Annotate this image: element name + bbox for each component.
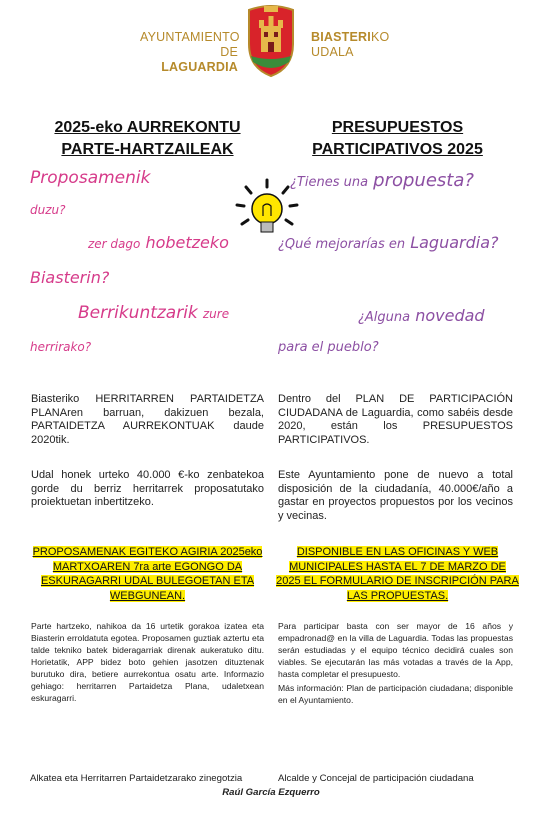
hand-es-3 [358,306,485,325]
hand-eu-5a: Berrikuntzarik [78,303,198,323]
header-right-bold: BIASTERI [311,30,371,44]
intro-spanish-p1: Dentro del PLAN DE PARTICIPACIÓN CIUDADANA de Laguardia, como sabéis desde 2020, están los PRESUPUESTOS PARTICIPATIVOS. [278,393,513,446]
intro-basque-p2: Udal honek urteko 40.000 €-ko zenbatekoa gorde du berriz herritarrek proposatutako proiektuetan inbertitzeko. [31,469,264,508]
hand-eu-3b: hobetzeko [145,233,229,252]
header-left-pre: DE [220,45,238,59]
details-basque: Parte hartzeko, nahikoa da 16 urtetik gorakoa izatea eta Biasterin erroldatuta egotea. Proposamen guztiak aztertu eta talde tekniko batek bideragarriak direnak aukeratuko ditu. Horietatik, APP bidez boto gehien jasotzen dituztenak burutuko dira, betiere aurrekontua osatu arte. Informazio gehiago: herritarren Partaidetza Plana, udaletxean eskuragarri. [31,621,264,703]
hand-eu-1: Proposamenik [30,168,151,188]
hand-es-3b: novedad [415,306,485,325]
footer-role-spanish: Alcalde y Concejal de participación ciudadana [278,773,474,784]
hand-es-2 [278,233,499,252]
footer-name: Raúl García Ezquerro [222,787,320,798]
hand-eu-4: Biasterin? [30,268,110,287]
details-spanish-p1: Para participar basta con ser mayor de 16 años y empadronad@ en la villa de Laguardia. Todas las propuestas serán estudiadas y el equipo técnico decidirá cuales son viables. Se ejecutarán las más votadas a través de la App, hasta completar el presupuesto. [278,621,513,679]
notice-spanish [275,545,520,603]
notice-basque-line4: WEBGUNEAN. [109,589,186,602]
hand-eu-6: herrirako? [30,340,92,354]
header-right-rest: KO [370,30,390,44]
hand-eu-2: duzu? [30,203,66,217]
notice-basque-line3: ESKURAGARRI UDAL BULEGOETAN ETA [40,575,255,587]
hand-es-4: para el pueblo? [278,340,379,355]
intro-spanish-p2: Este Ayuntamiento pone de nuevo a total disposición de la ciudadanía, 40.000€/año a gastar en proyectos propuestos por los vecinos y vecinas. [278,469,513,522]
notice-basque-line2: MARTXOAREN 7ra arte EGONGO DA [52,560,243,573]
hand-es-2b: Laguardia? [410,233,499,252]
notice-spanish-line3: 2025 EL FORMULARIO DE INSCRIPCIÓN PARA [276,575,519,587]
title-spanish-line1: PRESUPUESTOS [331,119,464,136]
intro-basque-p1: Biasteriko HERRITARREN PARTAIDETZA PLANAren barruan, dakizuen bezala, PARTAIDETZA AURREKONTUAK daude 2020tik. [31,393,264,446]
header-right-line2: UDALA [311,45,354,59]
hand-es-3a: ¿Alguna [358,310,411,325]
details-spanish-p2: Más información: Plan de participación ciudadana; disponible en el Ayuntamiento. [278,683,513,705]
title-basque-line2: PARTE-HARTZAILEAK [61,141,234,158]
header-logo-text-left [140,30,238,75]
hand-es-1b: propuesta? [373,170,474,191]
header-left-line2 [140,45,238,75]
footer-role-basque: Alkatea eta Herritarren Partaidetzarako zinegotzia [30,773,243,784]
title-spanish [285,117,510,161]
hand-eu-5 [78,303,229,323]
notice-basque [25,545,270,603]
hand-es-1 [290,170,474,191]
header-right-line1 [311,30,401,45]
header-left-bold: LAGUARDIA [161,60,238,74]
notice-spanish-line2: MUNICIPALES HASTA EL 7 DE MARZO DE [289,560,506,573]
hand-es-1a: ¿Tienes una [290,175,369,190]
header-left-line1: AYUNTAMIENTO [140,30,240,44]
title-spanish-line2: PARTICIPATIVOS 2025 [312,141,483,158]
notice-spanish-line1: DISPONIBLE EN LAS OFICINAS Y WEB [296,546,499,558]
notice-spanish-line4: LAS PROPUESTAS. [346,589,449,602]
notice-basque-line1: PROPOSAMENAK EGITEKO AGIRIA 2025eko [32,546,263,558]
title-basque-line1: 2025-eko AURREKONTU [54,119,241,136]
hand-es-2a: ¿Qué mejorarías en [278,237,406,252]
title-basque [35,117,260,161]
header-logo-text-right [311,30,401,60]
hand-eu-3a: zer dago [88,237,141,251]
town-crest-icon [243,4,299,78]
hand-eu-3 [88,233,229,252]
hand-eu-5b: zure [202,307,230,321]
